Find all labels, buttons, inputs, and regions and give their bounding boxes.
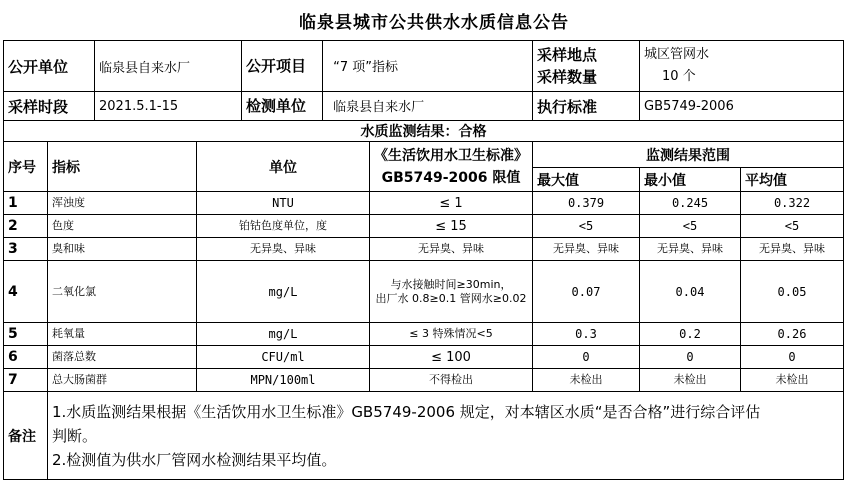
row-min: 0.2 (640, 323, 741, 346)
row-no: 3 (4, 238, 48, 261)
table-row (4, 238, 844, 261)
table-row (4, 346, 844, 369)
standard-value: GB5749-2006 (640, 92, 844, 121)
test-unit-cell (242, 92, 533, 121)
row-avg: 0 (741, 346, 844, 369)
header-indicator: 指标 (48, 142, 197, 192)
header-limit (370, 142, 533, 192)
sample-count-value: 10 个 (662, 69, 696, 84)
row-avg: 无异臭、异味 (741, 238, 844, 261)
row-limit: 无异臭、异味 (370, 238, 533, 261)
row-min: 0.04 (640, 261, 741, 323)
row-limit-line2: 出厂水 0.8≥0.1 管网水≥0.02 (375, 291, 527, 305)
row-max: <5 (533, 215, 640, 238)
row-unit: MPN/100ml (197, 369, 370, 392)
result-title: 水质监测结果：合格 (4, 121, 844, 142)
remark-line2: 判断。 (52, 426, 98, 445)
row-indicator: 二氧化氯 (48, 261, 197, 323)
row-no: 2 (4, 215, 48, 238)
header-no: 序号 (4, 142, 48, 192)
public-item-value: “7 项”指标 (333, 60, 399, 75)
row-limit-line1: 与水接触时间≥30min， (390, 277, 512, 291)
row-max: 0.3 (533, 323, 640, 346)
row-avg: 0.322 (741, 192, 844, 215)
sample-labels (533, 41, 640, 92)
table-row (4, 369, 844, 392)
remark-line1: 1.水质监测结果根据《生活饮用水卫生标准》GB5749-2006 规定，对本辖区水质“是否合格”进行综合评估 (52, 402, 761, 421)
header-max: 最大值 (533, 168, 640, 192)
water-quality-table (3, 40, 844, 480)
row-avg: 0.26 (741, 323, 844, 346)
remark-line3: 2.检测值为供水厂管网水检测结果平均值。 (52, 450, 337, 469)
table-row (4, 323, 844, 346)
row-limit: ≤ 3 特殊情况<5 (370, 323, 533, 346)
row-indicator: 菌落总数 (48, 346, 197, 369)
row-avg: <5 (741, 215, 844, 238)
header-min: 最小值 (640, 168, 741, 192)
row-max: 未检出 (533, 369, 640, 392)
public-item-label: 公开项目 (242, 41, 323, 91)
test-unit-label: 检测单位 (242, 92, 323, 120)
header-limit-line2: GB5749-2006 限值 (381, 169, 521, 186)
row-indicator: 色度 (48, 215, 197, 238)
page-title: 临泉县城市公共供水水质信息公告 (299, 13, 569, 33)
row-limit: 不得检出 (370, 369, 533, 392)
test-unit-value: 临泉县自来水厂 (333, 100, 425, 115)
row-avg: 0.05 (741, 261, 844, 323)
row-unit: 铂钴色度单位，度 (197, 215, 370, 238)
row-no: 5 (4, 323, 48, 346)
row-unit: 无异臭、异味 (197, 238, 370, 261)
table-row (4, 261, 844, 323)
public-unit-label: 公开单位 (4, 41, 95, 92)
table-row (4, 215, 844, 238)
row-min: 0 (640, 346, 741, 369)
row-indicator: 总大肠菌群 (48, 369, 197, 392)
row-limit: ≤ 1 (370, 192, 533, 215)
row-max: 0 (533, 346, 640, 369)
row-min: 未检出 (640, 369, 741, 392)
remark-label: 备注 (4, 392, 48, 480)
row-indicator: 浑浊度 (48, 192, 197, 215)
sample-location-label: 采样地点 (537, 46, 598, 64)
row-no: 4 (4, 261, 48, 323)
sample-location-value: 城区管网水 (644, 47, 710, 62)
public-unit-value: 临泉县自来水厂 (95, 41, 242, 92)
sample-count-label: 采样数量 (537, 68, 598, 86)
public-item-cell (242, 41, 533, 92)
row-min: 无异臭、异味 (640, 238, 741, 261)
header-avg: 平均值 (741, 168, 844, 192)
row-min: 0.245 (640, 192, 741, 215)
row-unit: mg/L (197, 323, 370, 346)
sample-period-value: 2021.5.1-15 (95, 92, 242, 121)
remark-text (48, 392, 844, 480)
row-unit: mg/L (197, 261, 370, 323)
header-limit-line1: 《生活饮用水卫生标准》 (374, 147, 528, 164)
row-max: 0.07 (533, 261, 640, 323)
row-no: 1 (4, 192, 48, 215)
sample-period-label: 采样时段 (4, 92, 95, 121)
row-no: 6 (4, 346, 48, 369)
row-unit: CFU/ml (197, 346, 370, 369)
row-max: 0.379 (533, 192, 640, 215)
row-limit: ≤ 100 (370, 346, 533, 369)
table-row (4, 192, 844, 215)
row-limit (370, 261, 533, 323)
row-indicator: 臭和味 (48, 238, 197, 261)
sample-values (640, 41, 844, 92)
row-no: 7 (4, 369, 48, 392)
row-avg: 未检出 (741, 369, 844, 392)
row-min: <5 (640, 215, 741, 238)
row-max: 无异臭、异味 (533, 238, 640, 261)
header-unit: 单位 (197, 142, 370, 192)
header-range: 监测结果范围 (533, 142, 844, 168)
row-unit: NTU (197, 192, 370, 215)
row-limit: ≤ 15 (370, 215, 533, 238)
row-indicator: 耗氧量 (48, 323, 197, 346)
standard-label: 执行标准 (533, 92, 640, 121)
